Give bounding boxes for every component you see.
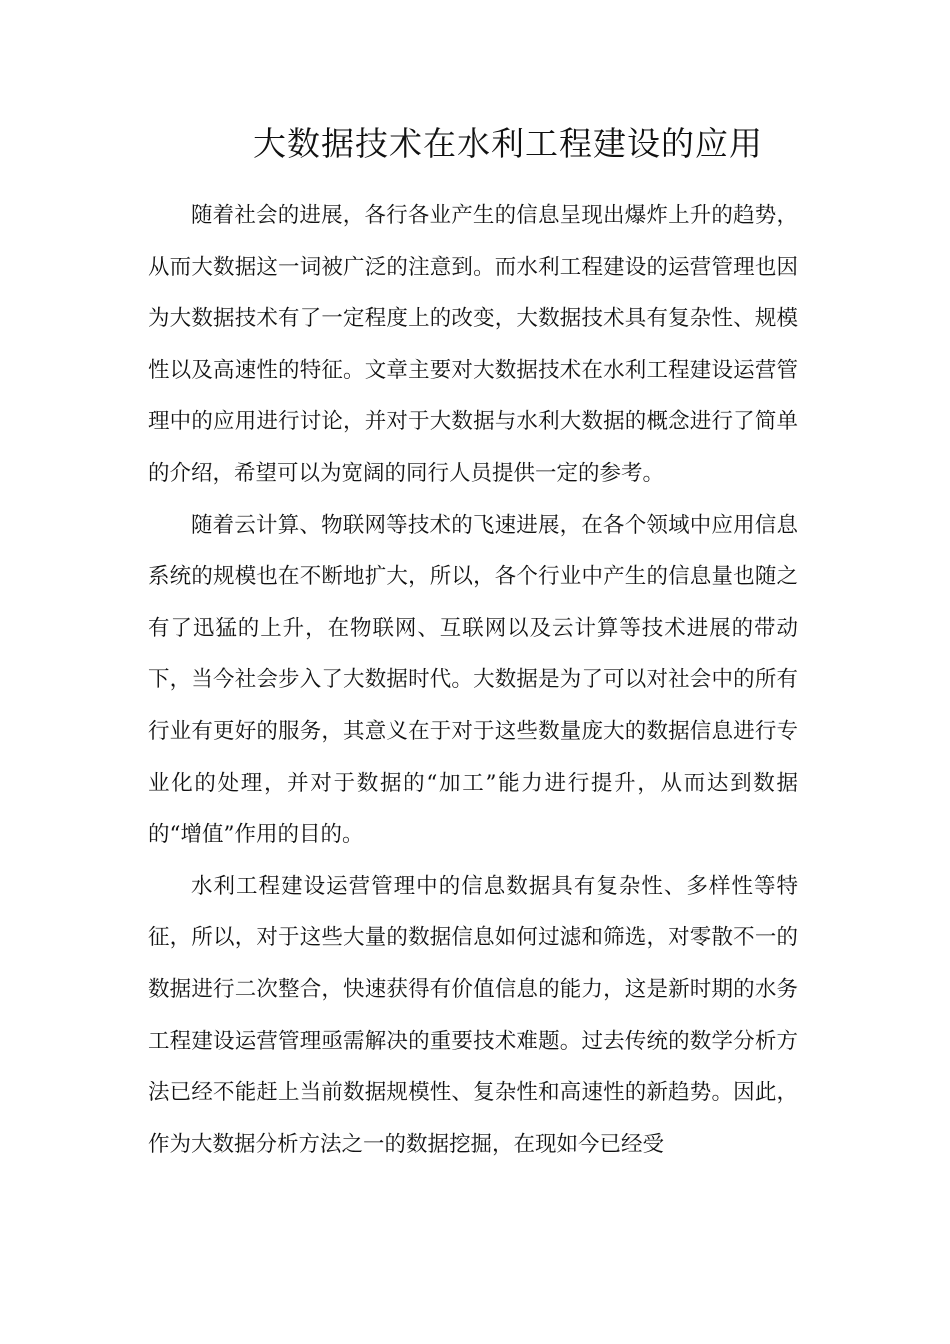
paragraph-1: 随着社会的进展，各行各业产生的信息呈现出爆炸上升的趋势，从而大数据这一词被广泛的注意到。而水利工程建设的运营管理也因为大数据技术有了一定程度上的改变，大数据技术具有复杂性、规模性以及高速性的特征。文章主要对大数据技术在水利工程建设运营管理中的应用进行讨论，并对于大数据与水利大数据的概念进行了简单的介绍，希望可以为宽阔的同行人员提供一定的参考。 — [148, 203, 798, 486]
paragraph-2: 随着云计算、物联网等技术的飞速进展，在各个领域中应用信息系统的规模也在不断地扩大，所以，各个行业中产生的信息量也随之有了迅猛的上升，在物联网、互联网以及云计算等技术进展的带动下，当今社会步入了大数据时代。大数据是为了可以对社会中的所有行业有更好的服务，其意义在于对于这些数量庞大的数据信息进行专业化的处理，并对于数据的“加工”能力进行提升，从而达到数据的“增值”作用的目的。 — [148, 512, 798, 848]
document-body — [148, 190, 798, 1170]
document-title: 大数据技术在水利工程建设的应用 — [253, 124, 763, 163]
paragraph-3: 水利工程建设运营管理中的信息数据具有复杂性、多样性等特征，所以，对于这些大量的数据信息如何过滤和筛选，对零散不一的数据进行二次整合，快速获得有价值信息的能力，这是新时期的水务工程建设运营管理亟需解决的重要技术难题。过去传统的数学分析方法已经不能赶上当前数据规模性、复杂性和高速性的新趋势。因此，作为大数据分析方法之一的数据挖掘，在现如今已经受 — [148, 873, 798, 1157]
